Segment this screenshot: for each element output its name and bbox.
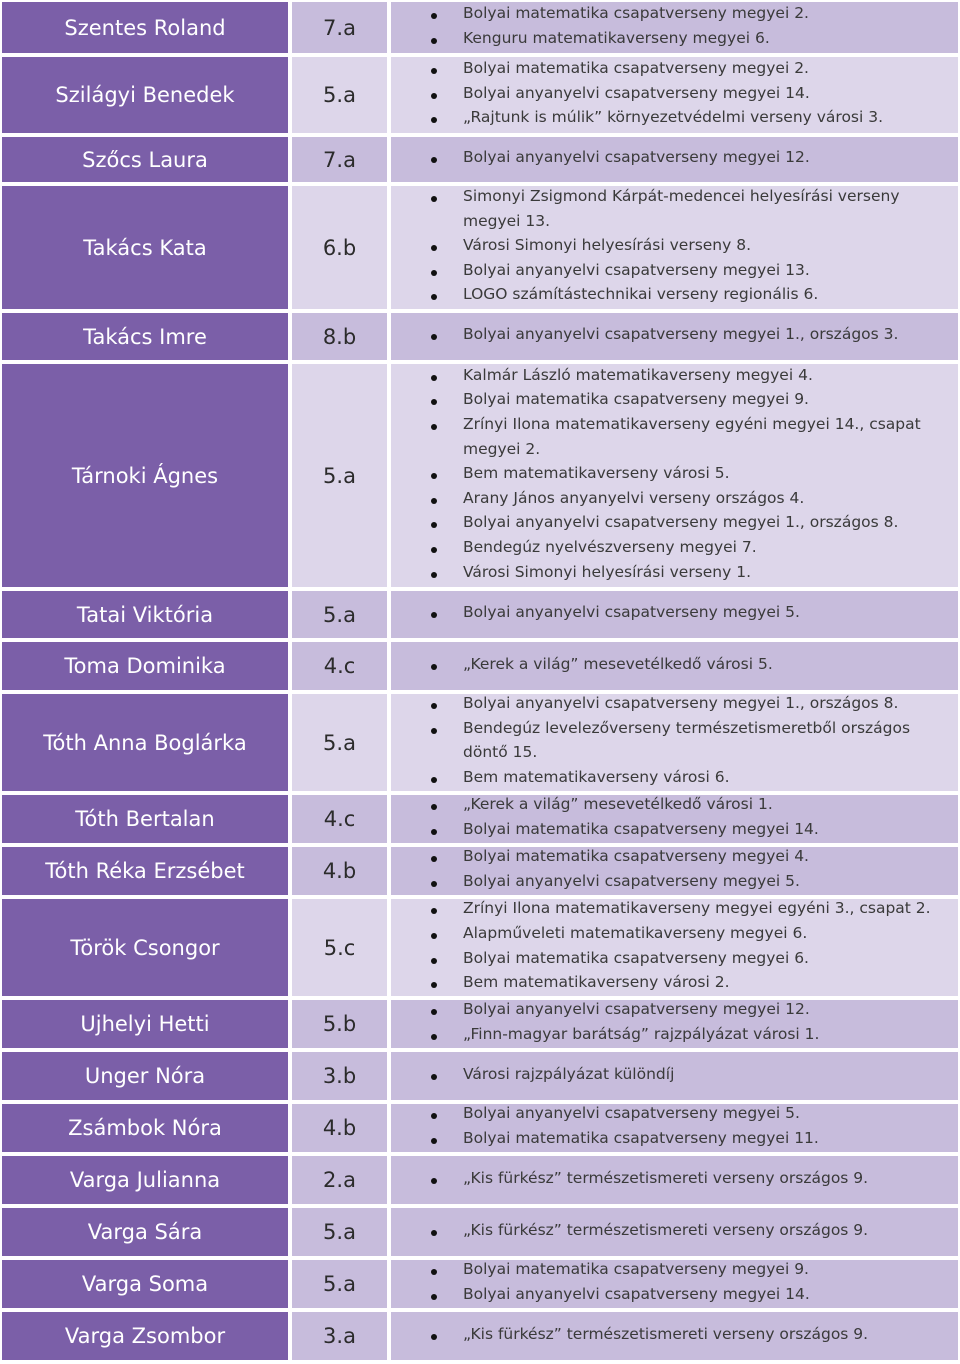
bullet-icon <box>431 1294 437 1300</box>
class-label: 7.a <box>292 2 387 53</box>
result-item <box>391 235 950 260</box>
results-list <box>391 1000 958 1048</box>
result-text: Bolyai anyanyelvi csapatverseny megyei 5. <box>463 1104 800 1123</box>
results-list <box>391 694 958 791</box>
student-name: Unger Nóra <box>2 1052 288 1100</box>
results-list <box>391 1260 958 1308</box>
table-row <box>0 793 960 845</box>
student-name: Tóth Bertalan <box>2 795 288 843</box>
result-text: Bolyai anyanyelvi csapatverseny megyei 1., országos 3. <box>463 325 899 344</box>
result-item <box>391 1064 950 1089</box>
result-text: Bolyai anyanyelvi csapatverseny megyei 5. <box>463 872 800 890</box>
result-item <box>391 488 950 513</box>
results-list <box>391 1156 958 1204</box>
table-row <box>0 1206 960 1258</box>
result-item <box>391 602 950 627</box>
results-cell <box>391 57 958 133</box>
bullet-icon <box>431 334 437 340</box>
student-name: Szőcs Laura <box>2 137 288 182</box>
result-text: Bolyai anyanyelvi csapatverseny megyei 14. <box>463 83 810 102</box>
result-item <box>391 1284 950 1309</box>
result-text: Arany János anyanyelvi verseny országos 4. <box>463 488 805 507</box>
student-name: Tóth Réka Erzsébet <box>2 847 288 895</box>
result-text: Bolyai matematika csapatverseny megyei 9. <box>463 1260 809 1279</box>
result-text: Bolyai anyanyelvi csapatverseny megyei 1., országos 8. <box>463 694 899 713</box>
result-item <box>391 1324 950 1349</box>
results-list <box>391 795 958 843</box>
results-list <box>391 2 958 53</box>
result-item <box>391 414 950 463</box>
results-cell <box>391 186 958 309</box>
bullet-icon <box>431 804 437 810</box>
results-list <box>391 899 958 996</box>
student-name: Szentes Roland <box>2 2 288 53</box>
bullet-icon <box>431 1334 437 1340</box>
results-cell <box>391 899 958 996</box>
bullet-icon <box>431 294 437 300</box>
result-text: Bolyai matematika csapatverseny megyei 14. <box>463 820 819 838</box>
class-label: 4.b <box>292 1104 387 1152</box>
results-cell <box>391 591 958 638</box>
bullet-icon <box>431 1269 437 1275</box>
bullet-icon <box>431 1138 437 1144</box>
results-list <box>391 313 958 360</box>
class-label: 4.c <box>292 642 387 690</box>
result-item <box>391 819 950 844</box>
results-cell <box>391 1052 958 1100</box>
bullet-icon <box>431 881 437 887</box>
result-item <box>391 58 950 83</box>
result-item <box>391 537 950 562</box>
student-name: Varga Soma <box>2 1260 288 1308</box>
table-row <box>0 135 960 184</box>
result-text: Bendegúz levelezőverseny természetismeretből országos <box>463 718 911 737</box>
bullet-icon <box>431 68 437 74</box>
result-text: Kalmár László matematikaverseny megyei 4. <box>463 365 813 384</box>
bullet-icon <box>431 958 437 964</box>
result-text: Bolyai matematika csapatverseny megyei 2. <box>463 3 809 22</box>
results-list <box>391 364 958 587</box>
result-text: Bolyai matematika csapatverseny megyei 9. <box>463 390 809 409</box>
bullet-icon <box>431 664 437 670</box>
table-row <box>0 589 960 640</box>
class-label: 2.a <box>292 1156 387 1204</box>
student-name: Zsámbok Nóra <box>2 1104 288 1152</box>
bullet-icon <box>431 93 437 99</box>
result-text: Bolyai anyanyelvi csapatverseny megyei 13. <box>463 260 810 279</box>
bullet-icon <box>431 245 437 251</box>
result-item <box>391 972 950 997</box>
bullet-icon <box>431 1009 437 1015</box>
bullet-icon <box>431 1113 437 1119</box>
bullet-icon <box>431 498 437 504</box>
table-row <box>0 692 960 793</box>
bullet-icon <box>431 933 437 939</box>
result-text: Zrínyi Ilona matematikaverseny egyéni megyei 14., csapat <box>463 415 921 433</box>
results-cell <box>391 313 958 360</box>
bullet-icon <box>431 829 437 835</box>
result-item <box>391 1259 950 1284</box>
results-cell <box>391 137 958 182</box>
student-name: Tatai Viktória <box>2 591 288 638</box>
result-item <box>391 324 950 349</box>
bullet-icon <box>431 1230 437 1236</box>
bullet-icon <box>431 522 437 528</box>
result-item <box>391 718 950 767</box>
results-list <box>391 1208 958 1256</box>
bullet-icon <box>431 856 437 862</box>
bullet-icon <box>431 38 437 44</box>
result-item <box>391 147 950 172</box>
bullet-icon <box>431 1074 437 1080</box>
result-item <box>391 871 950 896</box>
bullet-icon <box>431 1034 437 1040</box>
class-label: 4.c <box>292 795 387 843</box>
results-cell <box>391 1156 958 1204</box>
bullet-icon <box>431 612 437 618</box>
results-cell <box>391 847 958 895</box>
result-item <box>391 107 950 132</box>
result-text: „Kerek a világ” mesevetélkedő városi 5. <box>463 654 773 673</box>
result-item <box>391 186 950 235</box>
class-label: 3.b <box>292 1052 387 1100</box>
bullet-icon <box>431 375 437 381</box>
results-cell <box>391 1312 958 1360</box>
bullet-icon <box>431 982 437 988</box>
result-item <box>391 562 950 587</box>
bullet-icon <box>431 399 437 405</box>
results-cell <box>391 1260 958 1308</box>
results-list <box>391 1052 958 1100</box>
table-row <box>0 1102 960 1154</box>
result-item <box>391 260 950 285</box>
result-text: Bolyai matematika csapatverseny megyei 2. <box>463 59 809 78</box>
result-item <box>391 948 950 973</box>
result-item <box>391 654 950 679</box>
result-item <box>391 693 950 718</box>
result-text: Városi rajzpályázat különdíj <box>463 1064 675 1083</box>
result-text: Bolyai matematika csapatverseny megyei 4. <box>463 847 809 866</box>
results-list <box>391 591 958 638</box>
result-text: Kenguru matematikaverseny megyei 6. <box>463 28 770 47</box>
result-item <box>391 463 950 488</box>
bullet-icon <box>431 728 437 734</box>
results-list <box>391 847 958 895</box>
result-text: Bolyai anyanyelvi csapatverseny megyei 14. <box>463 1285 810 1303</box>
table-row <box>0 55 960 135</box>
results-list <box>391 137 958 182</box>
results-list <box>391 1312 958 1360</box>
table-row <box>0 1050 960 1102</box>
result-item <box>391 999 950 1024</box>
results-cell <box>391 1000 958 1048</box>
results-cell <box>391 1104 958 1152</box>
result-text: Városi Simonyi helyesírási verseny 1. <box>463 562 752 581</box>
table-row <box>0 640 960 692</box>
result-item <box>391 389 950 414</box>
result-item <box>391 1168 950 1193</box>
bullet-icon <box>431 1178 437 1184</box>
class-label: 8.b <box>292 313 387 360</box>
bullet-icon <box>431 908 437 914</box>
result-text: Bendegúz nyelvészverseny megyei 7. <box>463 538 757 556</box>
class-label: 5.b <box>292 1000 387 1048</box>
class-label: 5.c <box>292 899 387 996</box>
results-cell <box>391 795 958 843</box>
result-text: Zrínyi Ilona matematikaverseny megyei egyéni 3., csapat 2. <box>463 899 931 918</box>
result-item <box>391 1024 950 1049</box>
bullet-icon <box>431 13 437 19</box>
class-label: 5.a <box>292 57 387 133</box>
table-row <box>0 897 960 998</box>
result-item <box>391 365 950 390</box>
class-label: 3.a <box>292 1312 387 1360</box>
bullet-icon <box>431 270 437 276</box>
bullet-icon <box>431 424 437 430</box>
table-row <box>0 1154 960 1206</box>
result-item <box>391 767 950 792</box>
result-item <box>391 28 950 53</box>
bullet-icon <box>431 473 437 479</box>
result-text: Bem matematikaverseny városi 6. <box>463 768 730 787</box>
result-item <box>391 923 950 948</box>
table-row <box>0 362 960 589</box>
student-name: Takács Kata <box>2 186 288 309</box>
results-cell <box>391 694 958 791</box>
table-row <box>0 0 960 55</box>
result-item <box>391 1220 950 1245</box>
results-cell <box>391 642 958 690</box>
result-item <box>391 794 950 819</box>
bullet-icon <box>431 157 437 163</box>
table-row <box>0 184 960 311</box>
result-text: Bolyai anyanyelvi csapatverseny megyei 1., országos 8. <box>463 513 899 532</box>
result-text: „Kerek a világ” mesevetélkedő városi 1. <box>463 795 773 814</box>
result-text: Simonyi Zsigmond Kárpát-medencei helyesírási verseny <box>463 187 900 205</box>
result-text: Bolyai anyanyelvi csapatverseny megyei 12. <box>463 148 810 167</box>
student-name: Szilágyi Benedek <box>2 57 288 133</box>
results-cell <box>391 2 958 53</box>
results-list <box>391 642 958 690</box>
bullet-icon <box>431 703 437 709</box>
student-name: Toma Dominika <box>2 642 288 690</box>
result-item <box>391 1103 950 1128</box>
result-item <box>391 1128 950 1153</box>
result-item <box>391 284 950 309</box>
bullet-icon <box>431 117 437 123</box>
result-item <box>391 83 950 108</box>
bullet-icon <box>431 572 437 578</box>
student-name: Varga Sára <box>2 1208 288 1256</box>
result-text: Bolyai anyanyelvi csapatverseny megyei 5. <box>463 603 800 622</box>
table-row <box>0 1310 960 1362</box>
class-label: 4.b <box>292 847 387 895</box>
result-item <box>391 898 950 923</box>
bullet-icon <box>431 547 437 553</box>
table-row <box>0 1258 960 1310</box>
table-row <box>0 998 960 1050</box>
results-list <box>391 186 958 309</box>
result-item <box>391 512 950 537</box>
student-name: Tóth Anna Boglárka <box>2 694 288 791</box>
class-label: 5.a <box>292 1208 387 1256</box>
result-text: Bem matematikaverseny városi 5. <box>463 464 730 483</box>
table-row <box>0 845 960 897</box>
class-label: 5.a <box>292 591 387 638</box>
result-item <box>391 3 950 28</box>
result-text: Városi Simonyi helyesírási verseny 8. <box>463 236 752 255</box>
table-row <box>0 311 960 362</box>
student-name: Takács Imre <box>2 313 288 360</box>
result-text: döntő 15. <box>463 743 538 762</box>
bullet-icon <box>431 196 437 202</box>
results-cell <box>391 1208 958 1256</box>
result-text: „Kis fürkész” természetismereti verseny országos 9. <box>463 1324 869 1343</box>
student-name: Varga Julianna <box>2 1156 288 1204</box>
bullet-icon <box>431 777 437 783</box>
class-label: 6.b <box>292 186 387 309</box>
result-text: „Kis fürkész” természetismereti verseny országos 9. <box>463 1220 869 1239</box>
student-name: Török Csongor <box>2 899 288 996</box>
class-label: 5.a <box>292 364 387 587</box>
result-text: „Rajtunk is múlik” környezetvédelmi verseny városi 3. <box>463 108 884 127</box>
results-list <box>391 1104 958 1152</box>
results-cell <box>391 364 958 587</box>
result-text: megyei 2. <box>463 439 541 458</box>
result-text: LOGO számítástechnikai verseny regionális 6. <box>463 285 819 304</box>
result-text: Bolyai anyanyelvi csapatverseny megyei 12. <box>463 1000 810 1019</box>
result-text: Bolyai matematika csapatverseny megyei 11. <box>463 1129 819 1147</box>
result-text: Bem matematikaverseny városi 2. <box>463 973 730 992</box>
result-text: Alapműveleti matematikaverseny megyei 6. <box>463 923 808 942</box>
class-label: 5.a <box>292 1260 387 1308</box>
class-label: 7.a <box>292 137 387 182</box>
student-name: Varga Zsombor <box>2 1312 288 1360</box>
result-text: Bolyai matematika csapatverseny megyei 6. <box>463 948 809 967</box>
result-text: „Finn-magyar barátság” rajzpályázat városi 1. <box>463 1025 820 1043</box>
result-text: megyei 13. <box>463 211 551 230</box>
result-text: „Kis fürkész” természetismereti verseny országos 9. <box>463 1168 869 1187</box>
result-item <box>391 846 950 871</box>
student-name: Tárnoki Ágnes <box>2 364 288 587</box>
student-name: Ujhelyi Hetti <box>2 1000 288 1048</box>
results-list <box>391 57 958 133</box>
class-label: 5.a <box>292 694 387 791</box>
